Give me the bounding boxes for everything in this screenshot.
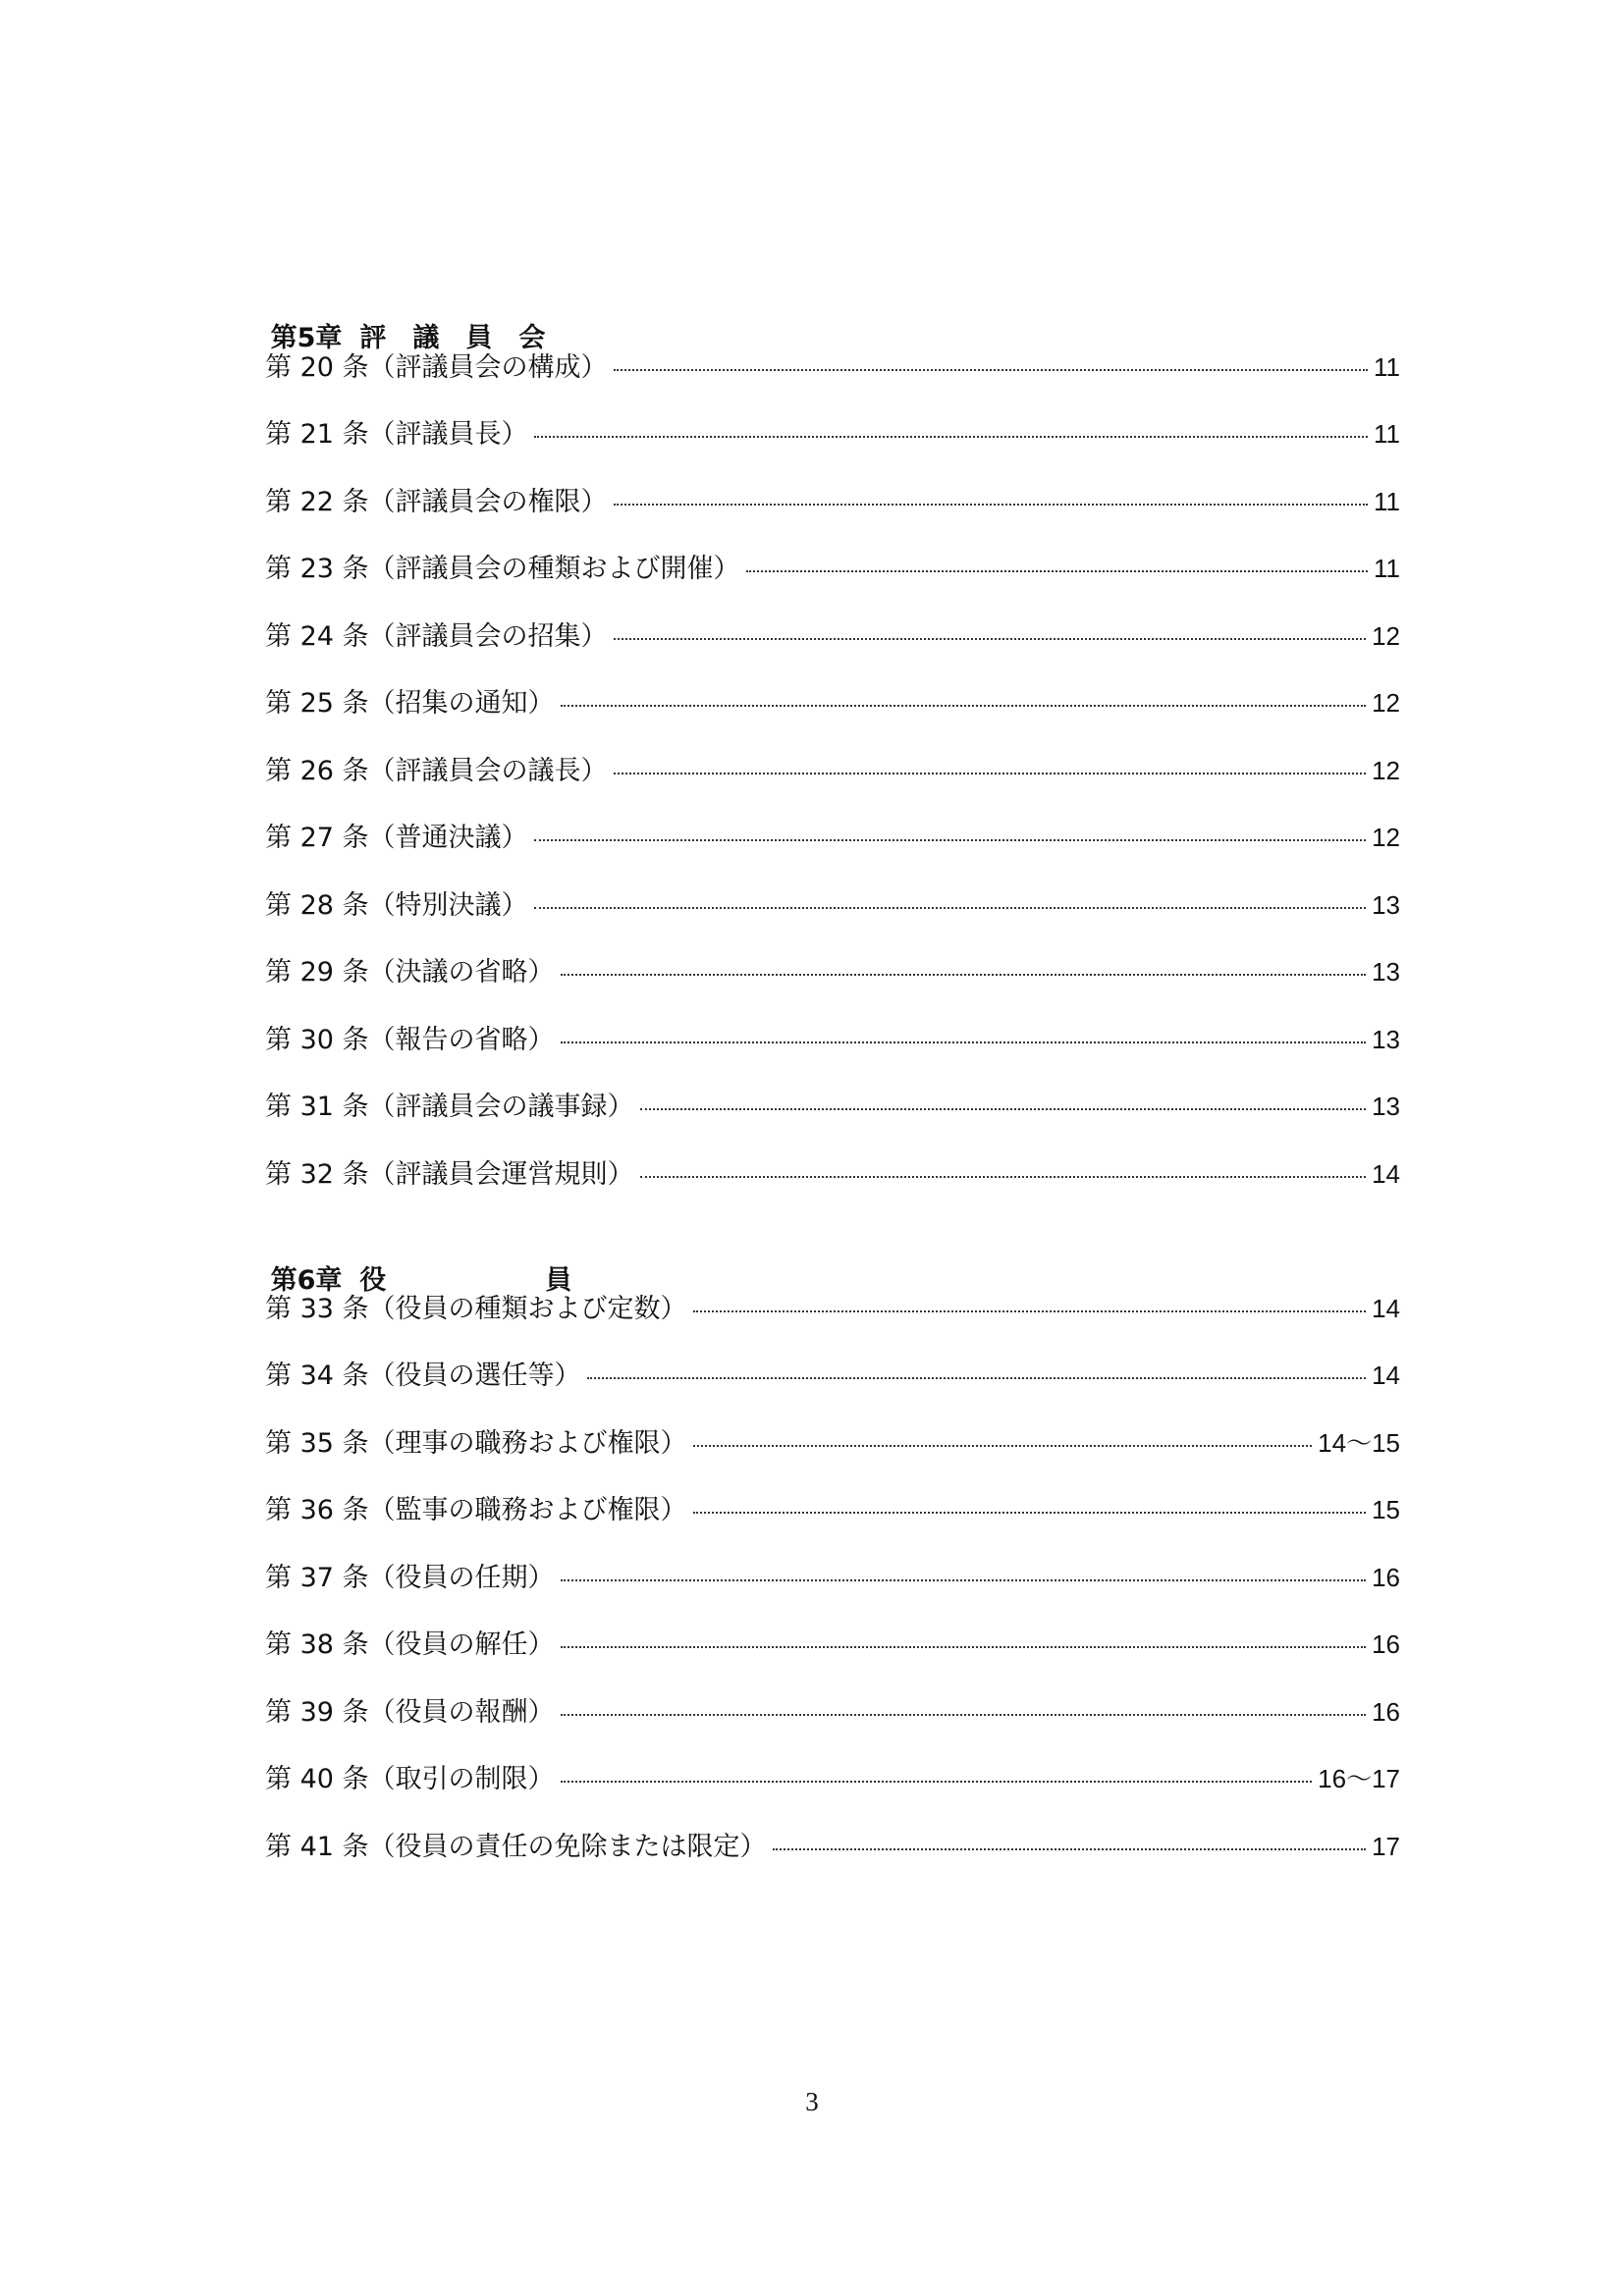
dot-leader <box>746 570 1368 572</box>
toc-entry[interactable] <box>265 1759 1400 1798</box>
entry-label: 第 39 条（役員の報酬） <box>265 1697 555 1728</box>
entry-page: 17 <box>1372 1832 1400 1861</box>
entry-label: 第 31 条（評議員会の議事録） <box>265 1092 634 1122</box>
entry-label: 第 38 条（役員の解任） <box>265 1629 555 1660</box>
entry-page: 12 <box>1372 621 1400 651</box>
toc-entry[interactable] <box>265 1020 1400 1059</box>
dot-leader <box>561 1646 1367 1648</box>
entry-page: 11 <box>1374 419 1400 449</box>
dot-leader <box>614 369 1368 371</box>
entry-page: 13 <box>1372 890 1400 920</box>
toc-entry[interactable] <box>265 347 1400 387</box>
toc-entry[interactable] <box>265 1289 1400 1328</box>
dot-leader <box>534 839 1367 841</box>
toc-entry[interactable] <box>265 1154 1400 1194</box>
entry-page: 12 <box>1372 688 1400 718</box>
chapter-heading <box>234 1222 572 1296</box>
toc-entry[interactable] <box>265 1625 1400 1664</box>
dot-leader <box>561 705 1367 707</box>
entry-label: 第 25 条（招集の通知） <box>265 688 555 719</box>
dot-leader <box>534 907 1367 909</box>
toc-entry[interactable] <box>265 549 1400 588</box>
toc-entry[interactable] <box>265 952 1400 991</box>
entry-page: 14 <box>1372 1294 1400 1323</box>
chapter-title: 役 員 <box>359 1265 572 1296</box>
dot-leader <box>587 1377 1367 1379</box>
dot-leader <box>561 1781 1313 1783</box>
entry-page: 13 <box>1372 1092 1400 1121</box>
entry-label: 第 41 条（役員の責任の免除または限定） <box>265 1832 767 1862</box>
toc-entry[interactable] <box>265 818 1400 857</box>
entry-page: 11 <box>1374 487 1400 516</box>
entry-label: 第 21 条（評議員長） <box>265 419 528 450</box>
entry-label: 第 26 条（評議員会の議長） <box>265 756 608 786</box>
entry-page: 13 <box>1372 957 1400 987</box>
entry-page: 15 <box>1372 1495 1400 1524</box>
entry-page: 16 <box>1372 1697 1400 1727</box>
entry-page: 11 <box>1374 352 1400 382</box>
entry-page: 12 <box>1372 823 1400 852</box>
toc-entry[interactable] <box>265 482 1400 521</box>
chapter-number: 第5章 <box>270 323 343 353</box>
dot-leader <box>693 1445 1313 1447</box>
entry-label: 第 23 条（評議員会の種類および開催） <box>265 554 740 584</box>
entry-page: 16〜17 <box>1318 1764 1400 1793</box>
page-number: 3 <box>805 2087 819 2116</box>
entry-page: 14 <box>1372 1159 1400 1189</box>
toc-entry[interactable] <box>265 1692 1400 1732</box>
entry-label: 第 27 条（普通決議） <box>265 823 528 853</box>
chapter-number: 第6章 <box>270 1265 343 1296</box>
entry-label: 第 35 条（理事の職務および権限） <box>265 1428 687 1459</box>
toc-entry[interactable] <box>265 1827 1400 1866</box>
entry-label: 第 36 条（監事の職務および権限） <box>265 1495 687 1525</box>
entry-label: 第 34 条（役員の選任等） <box>265 1361 581 1391</box>
dot-leader <box>614 504 1368 506</box>
toc-entry[interactable] <box>265 1087 1400 1126</box>
toc-entry[interactable] <box>265 616 1400 656</box>
entry-label: 第 20 条（評議員会の構成） <box>265 352 608 383</box>
dot-leader <box>614 638 1367 640</box>
entry-page: 13 <box>1372 1025 1400 1054</box>
toc-entry[interactable] <box>265 683 1400 722</box>
toc-entry[interactable] <box>265 1490 1400 1529</box>
chapter-heading <box>234 280 546 353</box>
entry-page: 16 <box>1372 1629 1400 1659</box>
entry-label: 第 22 条（評議員会の権限） <box>265 487 608 517</box>
dot-leader <box>693 1310 1367 1312</box>
entry-page: 12 <box>1372 756 1400 785</box>
dot-leader <box>561 1714 1367 1716</box>
toc-entry[interactable] <box>265 885 1400 925</box>
entry-label: 第 37 条（役員の任期） <box>265 1563 555 1593</box>
toc-entry[interactable] <box>265 1558 1400 1597</box>
dot-leader <box>773 1848 1367 1850</box>
entry-label: 第 33 条（役員の種類および定数） <box>265 1294 687 1324</box>
dot-leader <box>534 436 1368 438</box>
toc-entry[interactable] <box>265 414 1400 454</box>
toc-entry[interactable] <box>265 751 1400 790</box>
entry-page: 14 <box>1372 1361 1400 1390</box>
entry-label: 第 29 条（決議の省略） <box>265 957 555 988</box>
chapter-title: 評 議 員 会 <box>359 323 546 353</box>
dot-leader <box>640 1108 1367 1110</box>
entry-page: 11 <box>1374 554 1400 583</box>
entry-label: 第 28 条（特別決議） <box>265 890 528 921</box>
entry-label: 第 24 条（評議員会の招集） <box>265 621 608 652</box>
dot-leader <box>693 1512 1367 1514</box>
entry-label: 第 32 条（評議員会運営規則） <box>265 1159 634 1190</box>
dot-leader <box>614 773 1367 774</box>
dot-leader <box>640 1176 1367 1178</box>
entry-page: 16 <box>1372 1563 1400 1592</box>
dot-leader <box>561 1579 1367 1581</box>
entry-page: 14〜15 <box>1318 1428 1400 1458</box>
toc-entry[interactable] <box>265 1423 1400 1463</box>
toc-entry[interactable] <box>265 1356 1400 1395</box>
entry-label: 第 30 条（報告の省略） <box>265 1025 555 1055</box>
dot-leader <box>561 974 1367 976</box>
dot-leader <box>561 1041 1367 1043</box>
entry-label: 第 40 条（取引の制限） <box>265 1764 555 1794</box>
